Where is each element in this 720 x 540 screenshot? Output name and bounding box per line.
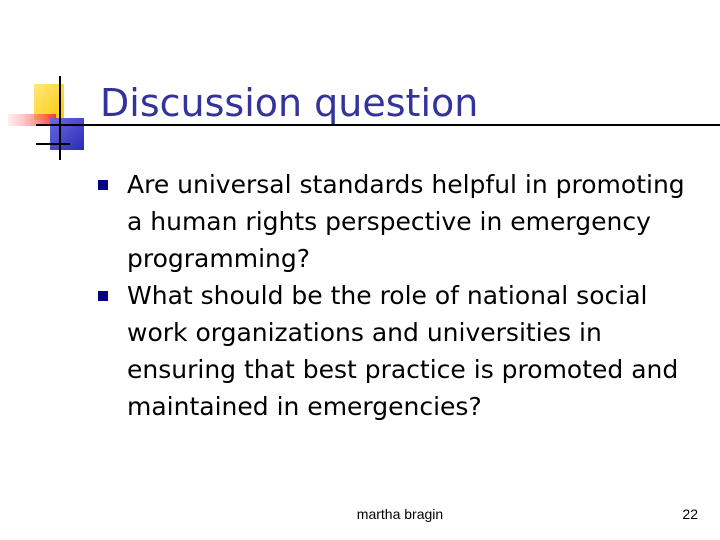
page-number: 22 bbox=[682, 506, 698, 522]
bullet-text: Are universal standards helpful in promoting a human rights perspective in emergency programming? bbox=[127, 170, 685, 273]
slide-title: Discussion question bbox=[100, 81, 479, 125]
bullet-text: What should be the role of national social work organizations and universities in ensuring that best practice is promoted and maintained in emergencies? bbox=[127, 281, 679, 421]
square-bullet-icon bbox=[98, 291, 108, 301]
square-bullet-icon bbox=[98, 180, 108, 190]
bullet-list bbox=[96, 166, 696, 425]
bullet-item bbox=[96, 277, 696, 425]
bullet-item bbox=[96, 166, 696, 277]
footer-author: martha bragin bbox=[356, 506, 444, 522]
title-logo-icon bbox=[0, 70, 100, 170]
